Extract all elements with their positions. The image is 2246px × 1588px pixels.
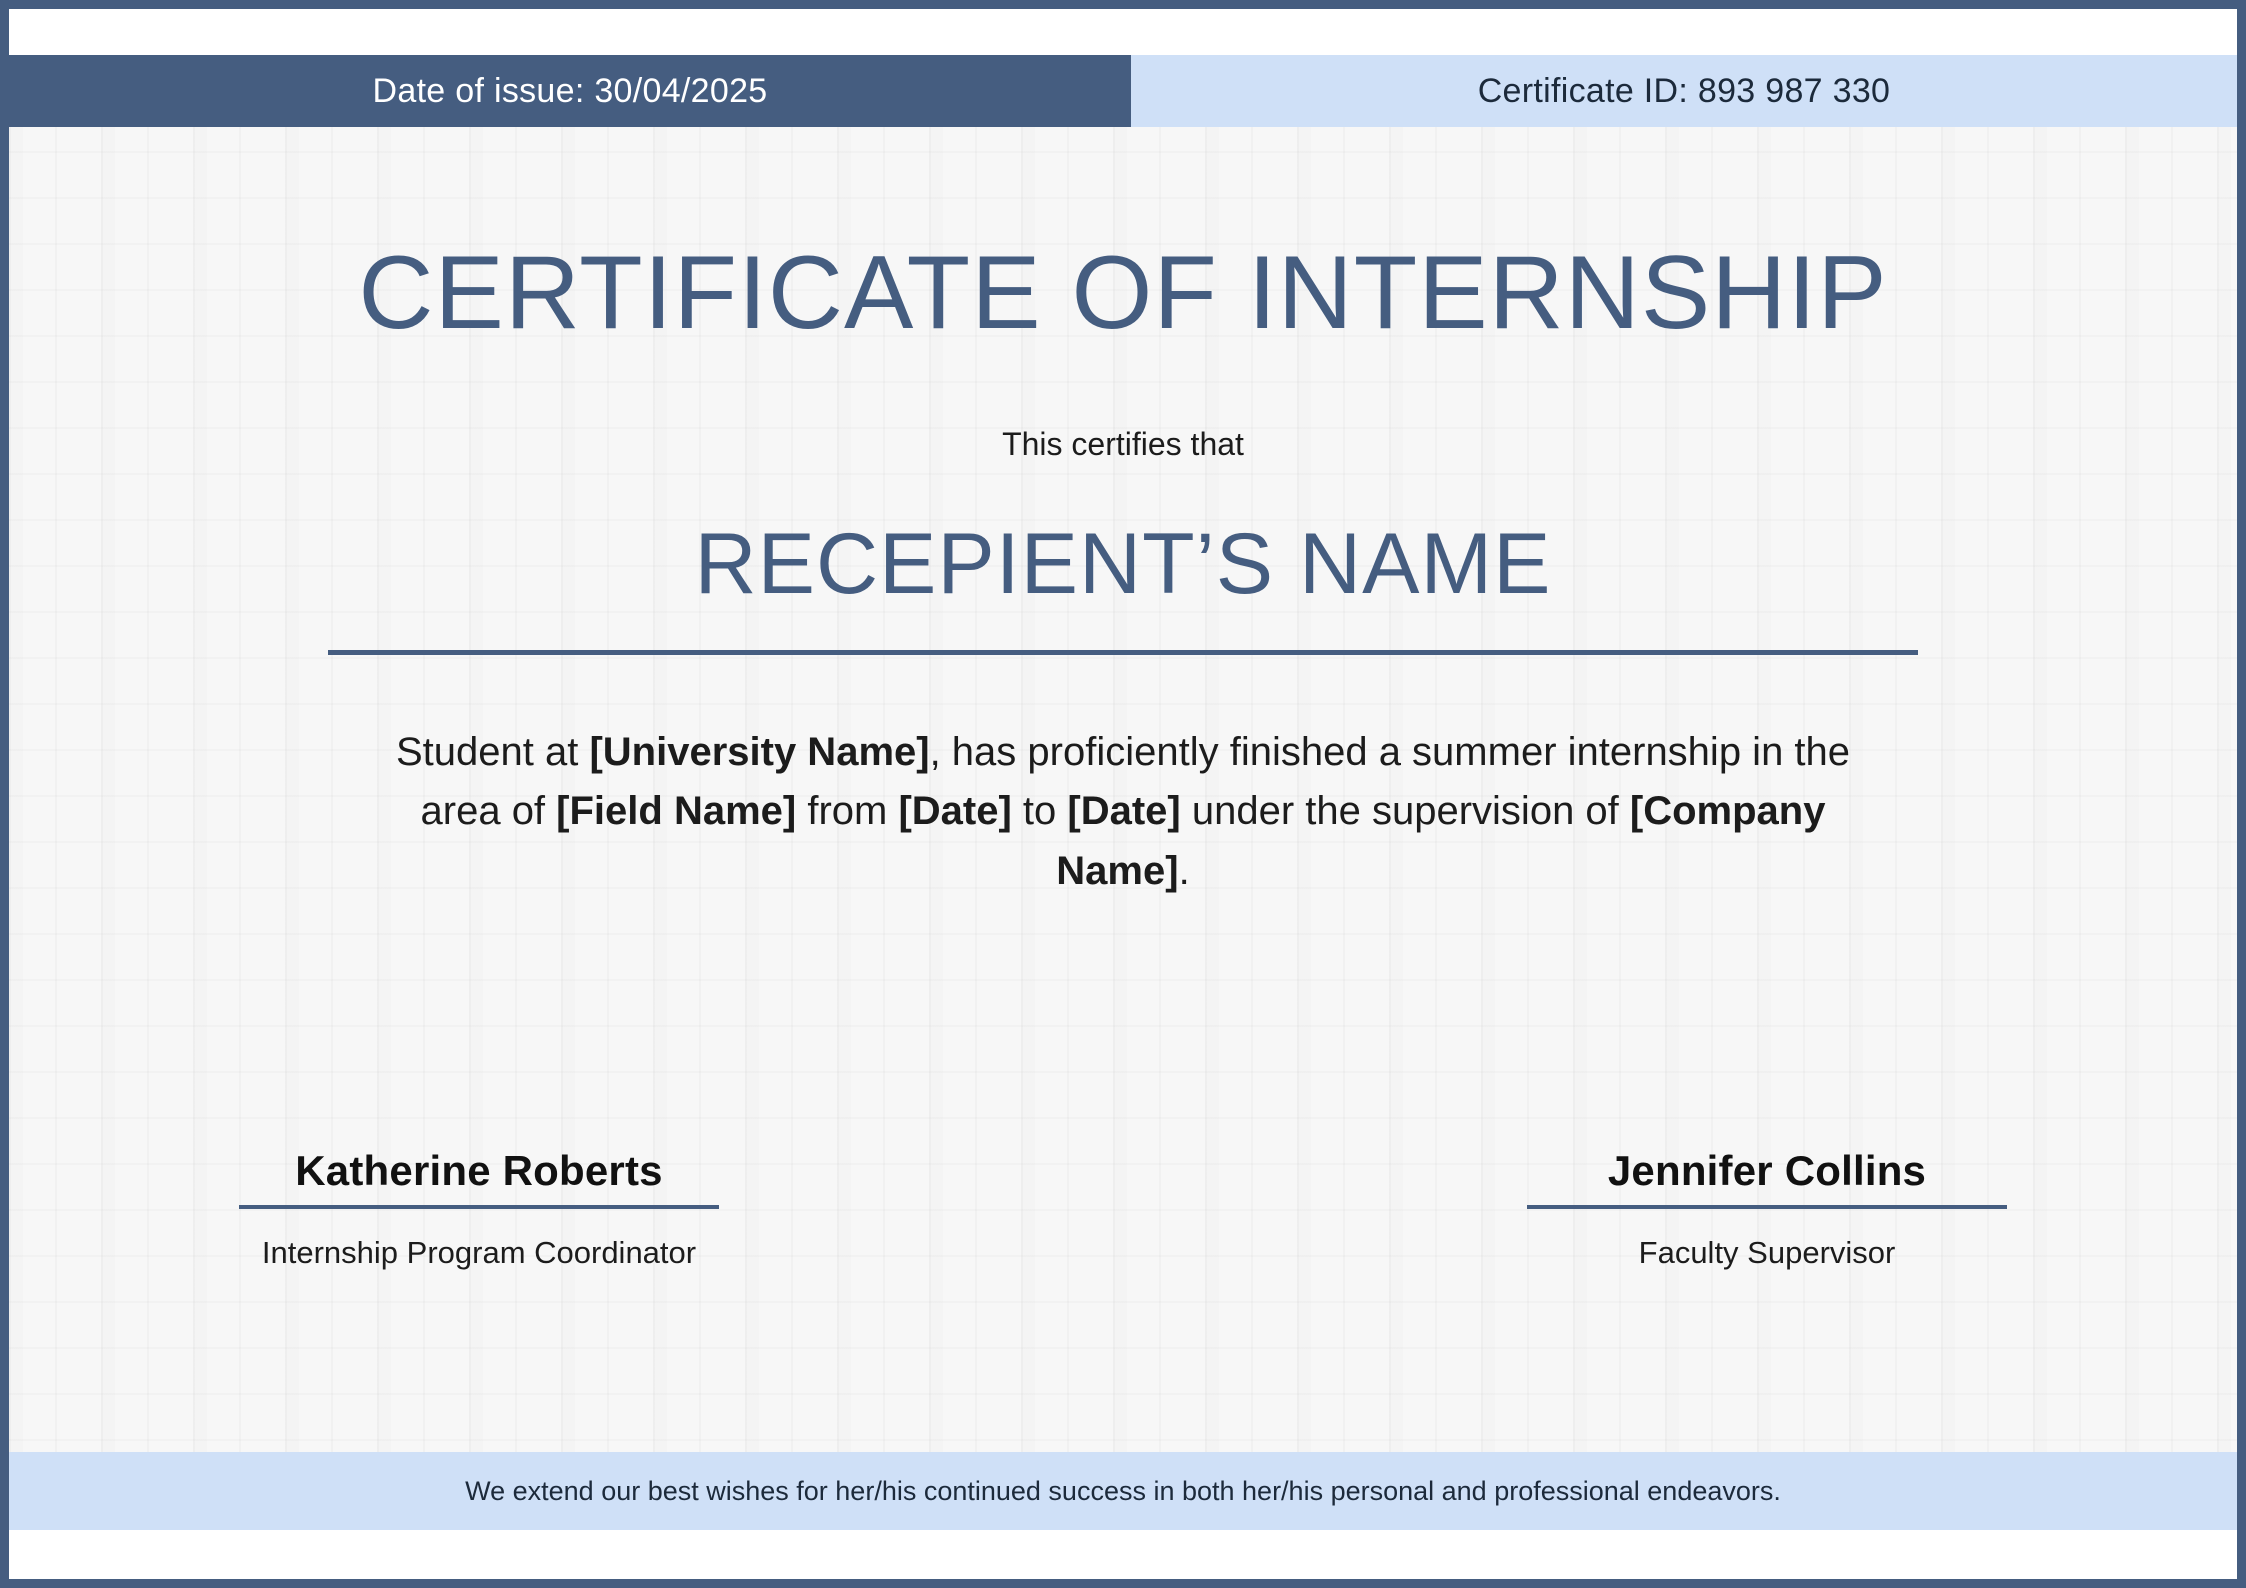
body-text-part-6: . <box>1178 848 1190 893</box>
body-paragraph <box>388 723 1858 901</box>
issue-date-field <box>9 55 1131 127</box>
signature-row <box>9 1147 2237 1271</box>
footer-band <box>9 1452 2237 1530</box>
certificate-id-field <box>1131 55 2237 127</box>
body-text-part-4: to <box>1011 789 1068 834</box>
field-name-placeholder: [Field Name] <box>556 789 797 834</box>
issue-date-label: Date of issue: 30/04/2025 <box>372 71 768 110</box>
signature-name: Katherine Roberts <box>295 1147 663 1194</box>
signature-name: Jennifer Collins <box>1607 1147 1927 1194</box>
footer-wishes-text: We extend our best wishes for her/his continued success in both her/his personal and professional endeavors. <box>465 1475 1781 1506</box>
end-date-placeholder: [Date] <box>1067 789 1181 834</box>
certificate-content <box>9 127 2237 1452</box>
header-band <box>9 55 2237 127</box>
top-white-margin <box>9 9 2237 55</box>
body-text-part-3: from <box>796 789 899 834</box>
signature-block-supervisor <box>1527 1147 2007 1271</box>
body-text-part-1: Student at <box>395 730 590 775</box>
signature-role: Internship Program Coordinator <box>261 1235 697 1270</box>
certifies-line: This certifies that <box>1002 426 1244 463</box>
page-title: CERTIFICATE OF INTERNSHIP <box>358 235 1888 351</box>
certificate-id-label: Certificate ID: 893 987 330 <box>1477 71 1891 110</box>
recipient-name-rule <box>328 650 1918 655</box>
company-name-placeholder: [Company Name] <box>1056 789 1826 893</box>
signature-rule <box>1527 1205 2007 1209</box>
bottom-white-margin <box>9 1530 2237 1579</box>
body-text-part-5: under the supervision of <box>1180 789 1630 834</box>
start-date-placeholder: [Date] <box>898 789 1012 834</box>
recipient-name: RECEPIENT’S NAME <box>694 516 1552 613</box>
signature-role: Faculty Supervisor <box>1638 1235 1896 1270</box>
signature-block-coordinator <box>239 1147 719 1271</box>
signature-rule <box>239 1205 719 1209</box>
university-name-placeholder: [University Name] <box>589 730 930 775</box>
body-text-part-2: , has proficiently finished a summer internship in the area of <box>420 730 1851 834</box>
